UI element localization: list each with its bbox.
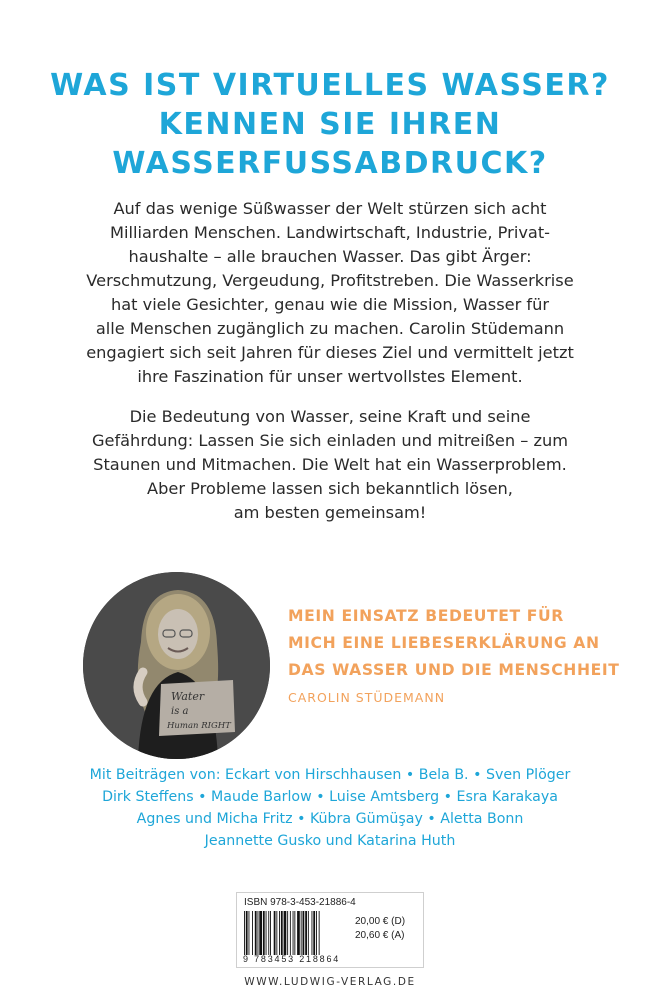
quote-line-2: MICH EINE LIEBESERKLÄRUNG AN bbox=[288, 634, 600, 652]
contributors-line: Mit Beiträgen von: Eckart von Hirschhausen • Bela B. • Sven Plöger bbox=[89, 767, 571, 783]
barcode-bar bbox=[303, 911, 305, 955]
portrait-illustration bbox=[83, 572, 270, 759]
isbn-number: ISBN 978-3-453-21886-4 bbox=[244, 897, 356, 908]
barcode-bar bbox=[312, 911, 313, 955]
barcode-bar bbox=[252, 911, 253, 955]
barcode-bar bbox=[279, 911, 280, 955]
barcode-bar bbox=[263, 911, 265, 955]
barcode-bar bbox=[308, 911, 309, 955]
barcode-bar bbox=[313, 911, 315, 955]
sign-text-line-2: is a bbox=[171, 706, 189, 717]
contributors-line: Agnes und Micha Fritz • Kübra Gümüşay • Aletta Bonn bbox=[136, 811, 524, 827]
contributors-line: Jeannette Gusko und Katarina Huth bbox=[204, 833, 456, 849]
barcode-digits: 9 783453 218864 bbox=[243, 954, 341, 964]
contributors-line: Dirk Steffens • Maude Barlow • Luise Amtsberg • Esra Karakaya bbox=[102, 789, 558, 805]
barcode-bar bbox=[316, 911, 317, 955]
text-line: alle Menschen zugänglich zu machen. Carolin Stüdemann bbox=[95, 319, 565, 338]
quote-author: CAROLIN STÜDEMANN bbox=[288, 690, 446, 705]
headline bbox=[0, 66, 660, 183]
quote-line-3: DAS WASSER UND DIE MENSCHHEIT bbox=[288, 661, 620, 679]
price-austria: 20,60 € (A) bbox=[355, 930, 405, 941]
text-line: am besten gemeinsam! bbox=[233, 503, 427, 522]
barcode-bar bbox=[294, 911, 295, 955]
barcode-bars bbox=[244, 911, 350, 955]
text-line: Staunen und Mitmachen. Die Welt hat ein Wasserproblem. bbox=[93, 455, 567, 474]
quote-line-1: MEIN EINSATZ BEDEUTET FÜR bbox=[288, 607, 564, 625]
protest-sign bbox=[159, 680, 235, 736]
text-line: Gefährdung: Lassen Sie sich einladen und mitreißen – zum bbox=[91, 431, 569, 450]
barcode-bar bbox=[281, 911, 283, 955]
text-line: Milliarden Menschen. Landwirtschaft, Industrie, Privat- bbox=[109, 223, 551, 242]
barcode-bar bbox=[268, 911, 269, 955]
text-line: engagiert sich seit Jahren für dieses Ziel und vermittelt jetzt bbox=[86, 343, 574, 362]
barcode-bar bbox=[270, 911, 271, 955]
price-block bbox=[355, 915, 405, 943]
publisher-website: WWW.LUDWIG-VERLAG.DE bbox=[244, 976, 416, 988]
barcode-bar bbox=[266, 911, 267, 955]
barcode-bar bbox=[284, 911, 287, 955]
blurb-paragraph-2 bbox=[40, 405, 620, 525]
text-line: Die Bedeutung von Wasser, seine Kraft und seine bbox=[129, 407, 531, 426]
author-portrait bbox=[83, 572, 270, 759]
barcode-bar bbox=[244, 911, 245, 955]
text-line: hat viele Gesichter, genau wie die Mission, Wasser für bbox=[110, 295, 550, 314]
headline-line-1: WAS IST VIRTUELLES WASSER? bbox=[50, 68, 610, 103]
barcode-bar bbox=[297, 911, 300, 955]
price-germany: 20,00 € (D) bbox=[355, 916, 406, 927]
barcode-bar bbox=[301, 911, 302, 955]
sign-text-line-1: Water bbox=[171, 690, 205, 703]
barcode-bar bbox=[290, 911, 291, 955]
barcode-bar bbox=[274, 911, 276, 955]
barcode-bar bbox=[305, 911, 307, 955]
author-quote bbox=[288, 603, 658, 684]
barcode-bar bbox=[276, 911, 277, 955]
barcode-bar bbox=[319, 911, 320, 955]
headline-line-3: WASSERFUSSABDRUCK? bbox=[112, 146, 548, 181]
text-line: Aber Probleme lassen sich bekanntlich lösen, bbox=[147, 479, 513, 498]
barcode-bar bbox=[246, 911, 248, 955]
barcode-bar bbox=[249, 911, 250, 955]
barcode-bar bbox=[258, 911, 259, 955]
barcode-bar bbox=[255, 911, 257, 955]
blurb-paragraph-1 bbox=[40, 197, 620, 389]
headline-line-2: KENNEN SIE IHREN bbox=[158, 107, 502, 142]
contributors-list bbox=[40, 764, 620, 852]
text-line: Auf das wenige Süßwasser der Welt stürzen sich acht bbox=[113, 199, 547, 218]
isbn-barcode bbox=[236, 892, 424, 968]
sign-text-line-3: Human RIGHT bbox=[167, 721, 231, 731]
barcode-bar bbox=[259, 911, 262, 955]
text-line: ihre Faszination für unser wertvollstes Element. bbox=[137, 367, 523, 386]
barcode-bar bbox=[293, 911, 294, 955]
text-line: Verschmutzung, Vergeudung, Profitstreben. Die Wasserkrise bbox=[86, 271, 574, 290]
barcode-bar bbox=[287, 911, 288, 955]
text-line: haushalte – alle brauchen Wasser. Das gibt Ärger: bbox=[128, 247, 532, 266]
